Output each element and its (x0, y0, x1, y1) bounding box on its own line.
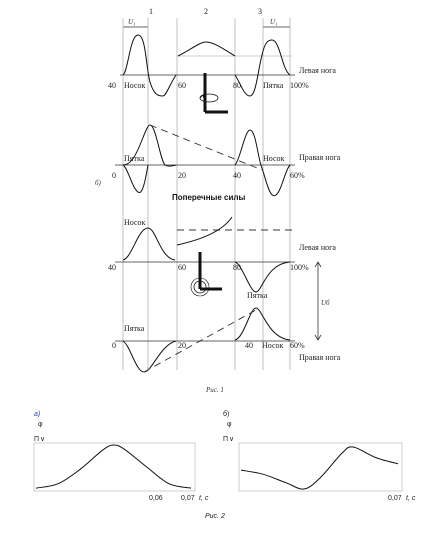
row4-tick-right: 60% (290, 341, 305, 350)
col-number-3: 3 (258, 7, 262, 16)
row2-dashed-trend (150, 125, 262, 170)
ub-label: Uб (321, 299, 330, 307)
row3-side-label: Левая нога (299, 243, 336, 252)
row4-tick-p1: 20 (178, 341, 186, 350)
row1-tick-left: 40 (108, 81, 116, 90)
rotation-symbol-1 (200, 73, 228, 112)
row1-tick-p2: 80 (233, 81, 241, 90)
fig2-caption: Рис. 2 (205, 513, 225, 520)
row3-tick-p1: 60 (178, 263, 186, 272)
row3-left-leg (108, 217, 336, 300)
row4-curve-2 (235, 308, 290, 340)
chart-b-tick: 0,07 (388, 495, 402, 502)
chart-a-series (36, 445, 191, 488)
row3-tick-left: 40 (108, 263, 116, 272)
row1-curve-2 (178, 42, 235, 56)
row3-label-b: Пятка (247, 291, 268, 300)
row4-curve-1 (123, 341, 176, 372)
col-number-1: 1 (149, 7, 153, 16)
row2-tick-left: 0 (112, 171, 116, 180)
row3-label-a: Носок (124, 218, 146, 227)
row1-side-label: Левая нога (299, 66, 336, 75)
ylabel-arrows-a: ∨ (40, 436, 46, 443)
row2-label-b: Носок (263, 154, 285, 163)
fig1-subtitle: Поперечные силы (172, 193, 246, 202)
rotation-symbol-2 (191, 252, 222, 296)
row1-label-b: Пятка (263, 81, 284, 90)
fig2 (34, 410, 416, 520)
u1-label-left: U₁ (128, 18, 136, 26)
fig2-panel-a-label: а) (34, 411, 41, 418)
fig1-caption: Рис. 1 (206, 386, 224, 394)
row1-tick-p1: 60 (178, 81, 186, 90)
ylabel-icon-b: φ (227, 421, 232, 428)
chart-b-series (241, 447, 398, 489)
chart-a-tick-1: 0,06 (149, 495, 163, 502)
row2-tick-p2: 40 (233, 171, 241, 180)
fig1-panel-b-label: б) (95, 179, 101, 187)
row4-tick-left: 0 (112, 341, 116, 350)
row2-tick-p1: 20 (178, 171, 186, 180)
row2-label-a: Пятка (124, 154, 145, 163)
row1-label-a: Носок (124, 81, 146, 90)
row4-label-a: Пятка (124, 324, 145, 333)
row1-tick-right: 100% (290, 81, 309, 90)
ylabel-arrows-b: ∨ (229, 436, 235, 443)
ub-dimension (315, 262, 330, 340)
u1-label-right: U₁ (270, 18, 278, 26)
row4-right-leg (112, 308, 341, 372)
ylabel-icon-a: φ (38, 421, 43, 428)
row2-tick-right: 60% (290, 171, 305, 180)
row3-curve-3 (235, 262, 290, 292)
row3-tick-p2: 80 (233, 263, 241, 272)
row4-tick-p2: 40 (245, 341, 253, 350)
row1-left-leg (108, 35, 336, 96)
row3-tick-right: 100% (290, 263, 309, 272)
chart-b-xlabel: t, c (406, 495, 416, 502)
fig2-panel-b-label: б) (223, 411, 230, 418)
fig2-ylabel-a: Π (34, 436, 40, 443)
row3-curve-1 (123, 228, 175, 260)
row2-side-label: Правая нога (299, 153, 341, 162)
row2-curve-1b (123, 165, 148, 193)
chart-a-xlabel: t, c (199, 495, 209, 502)
row4-label-b: Носок (262, 341, 284, 350)
chart-a-tick-2: 0,07 (181, 495, 195, 502)
fig1 (95, 7, 341, 394)
row3-curve-2 (177, 217, 232, 245)
fig2-ylabel-b: Π (223, 436, 229, 443)
row4-side-label: Правая нога (299, 353, 341, 362)
chart-b-frame (239, 443, 402, 491)
col-number-2: 2 (204, 7, 208, 16)
row2-right-leg (112, 125, 341, 196)
